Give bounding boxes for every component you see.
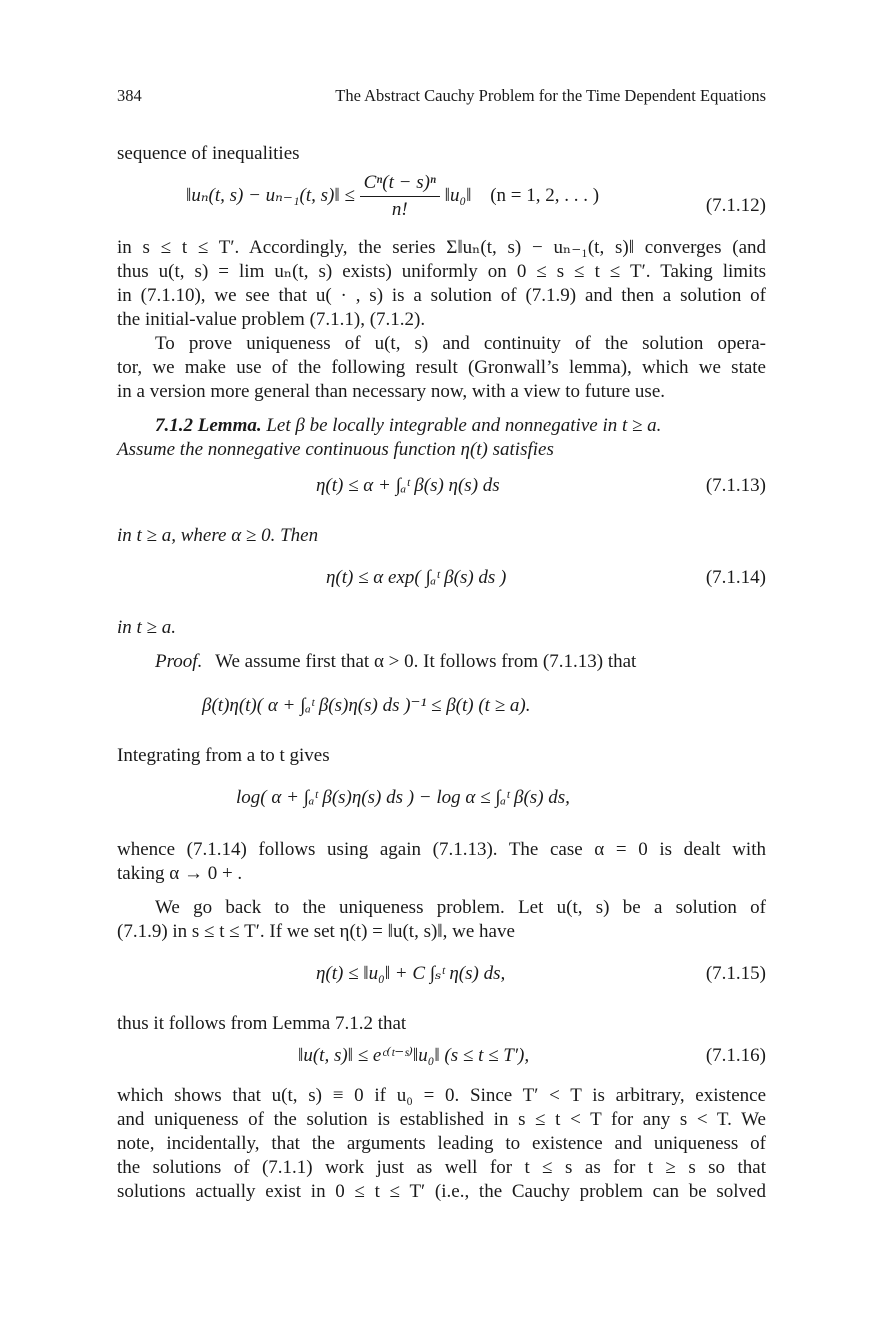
- text-line: sequence of inequalities: [117, 143, 300, 164]
- equation-lhs: ‖uₙ(t, s) − uₙ₋₁(t, s)‖ ≤: [186, 184, 355, 206]
- lemma-label: 7.1.2 Lemma.: [155, 415, 262, 436]
- text-line: whence (7.1.14) follows using again (7.1.13). The case α = 0 is dealt with: [117, 839, 766, 860]
- fraction-denominator: n!: [391, 199, 408, 220]
- equation-fraction: [360, 170, 440, 223]
- equation-condition: (n = 1, 2, . . . ): [490, 184, 600, 206]
- equation-proof-1: β(t)η(t)( α + ∫ₐᵗ β(s)η(s) ds )⁻¹ ≤ β(t) (t ≥ a).: [202, 695, 531, 716]
- text-line: We go back to the uniqueness problem. Let u(t, s) be a solution of: [155, 897, 766, 918]
- equation-7-1-13: η(t) ≤ α + ∫ₐᵗ β(s) η(s) ds: [316, 475, 500, 496]
- text-line: Assume the nonnegative continuous function η(t) satisfies: [117, 439, 554, 460]
- running-title: The Abstract Cauchy Problem for the Time Dependent Equations: [335, 86, 766, 105]
- equation-7-1-14: η(t) ≤ α exp( ∫ₐᵗ β(s) ds ): [326, 567, 507, 588]
- equation-proof-2: log( α + ∫ₐᵗ β(s)η(s) ds ) − log α ≤ ∫ₐᵗ β(s) ds,: [236, 787, 570, 808]
- proof-text: We assume first that α > 0. It follows from (7.1.13) that: [215, 651, 637, 672]
- text-line: note, incidentally, that the arguments leading to existence and uniqueness of: [117, 1133, 766, 1154]
- equation-number: (7.1.15): [705, 963, 766, 984]
- text-line: the solutions of (7.1.1) work just as well for t ≤ s as for t ≥ s so that: [117, 1157, 766, 1178]
- lemma-text: Let β be locally integrable and nonnegative in t ≥ a.: [266, 415, 662, 436]
- text-line: (7.1.9) in s ≤ t ≤ T′. If we set η(t) = ‖u(t, s)‖, we have: [117, 921, 515, 942]
- text-line: To prove uniqueness of u(t, s) and continuity of the solution opera-: [155, 333, 766, 354]
- text-line: thus it follows from Lemma 7.1.2 that: [117, 1013, 407, 1034]
- page-header: [117, 86, 766, 110]
- text-line: the initial-value problem (7.1.1), (7.1.2).: [117, 309, 426, 330]
- text-line: thus u(t, s) = lim uₙ(t, s) exists) uniformly on 0 ≤ s ≤ t ≤ T′. Taking limits: [117, 261, 766, 282]
- text-line: solutions actually exist in 0 ≤ t ≤ T′ (i.e., the Cauchy problem can be solved: [117, 1181, 766, 1202]
- fraction-numerator: Cⁿ(t − s)ⁿ: [360, 170, 440, 197]
- equation-number: (7.1.12): [705, 195, 766, 216]
- equation-7-1-15: η(t) ≤ ‖u₀‖ + C ∫ₛᵗ η(s) ds,: [316, 963, 506, 984]
- text-line: in t ≥ a.: [117, 617, 176, 638]
- text-line: in t ≥ a, where α ≥ 0. Then: [117, 525, 319, 546]
- text-line: in (7.1.10), we see that u( · , s) is a solution of (7.1.9) and then a solution of: [117, 285, 766, 306]
- proof-line: [117, 650, 766, 674]
- text-line: in a version more general than necessary now, with a view to future use.: [117, 381, 666, 402]
- proof-label: Proof.: [155, 651, 203, 672]
- equation-rhs: ‖u₀‖: [444, 184, 472, 206]
- text-line: Integrating from a to t gives: [117, 745, 330, 766]
- equation-7-1-12: [186, 170, 599, 223]
- equation-number: (7.1.16): [705, 1045, 766, 1066]
- text-line: in s ≤ t ≤ T′. Accordingly, the series Σ‖uₙ(t, s) − uₙ₋₁(t, s)‖ converges (and: [117, 237, 766, 258]
- page-number: 384: [117, 86, 142, 105]
- equation-number: (7.1.13): [705, 475, 766, 496]
- text-line: which shows that u(t, s) ≡ 0 if u₀ = 0. Since T′ < T is arbitrary, existence: [117, 1085, 766, 1106]
- lemma-heading: [117, 414, 766, 438]
- text-line: taking α → 0 + .: [117, 863, 243, 884]
- text-line: and uniqueness of the solution is established in s ≤ t < T for any s < T. We: [117, 1109, 766, 1130]
- text-line: tor, we make use of the following result (Gronwall’s lemma), which we state: [117, 357, 766, 378]
- equation-number: (7.1.14): [705, 567, 766, 588]
- equation-7-1-16: ‖u(t, s)‖ ≤ eᶜ⁽ᵗ⁻ˢ⁾‖u₀‖ (s ≤ t ≤ T′),: [298, 1045, 530, 1066]
